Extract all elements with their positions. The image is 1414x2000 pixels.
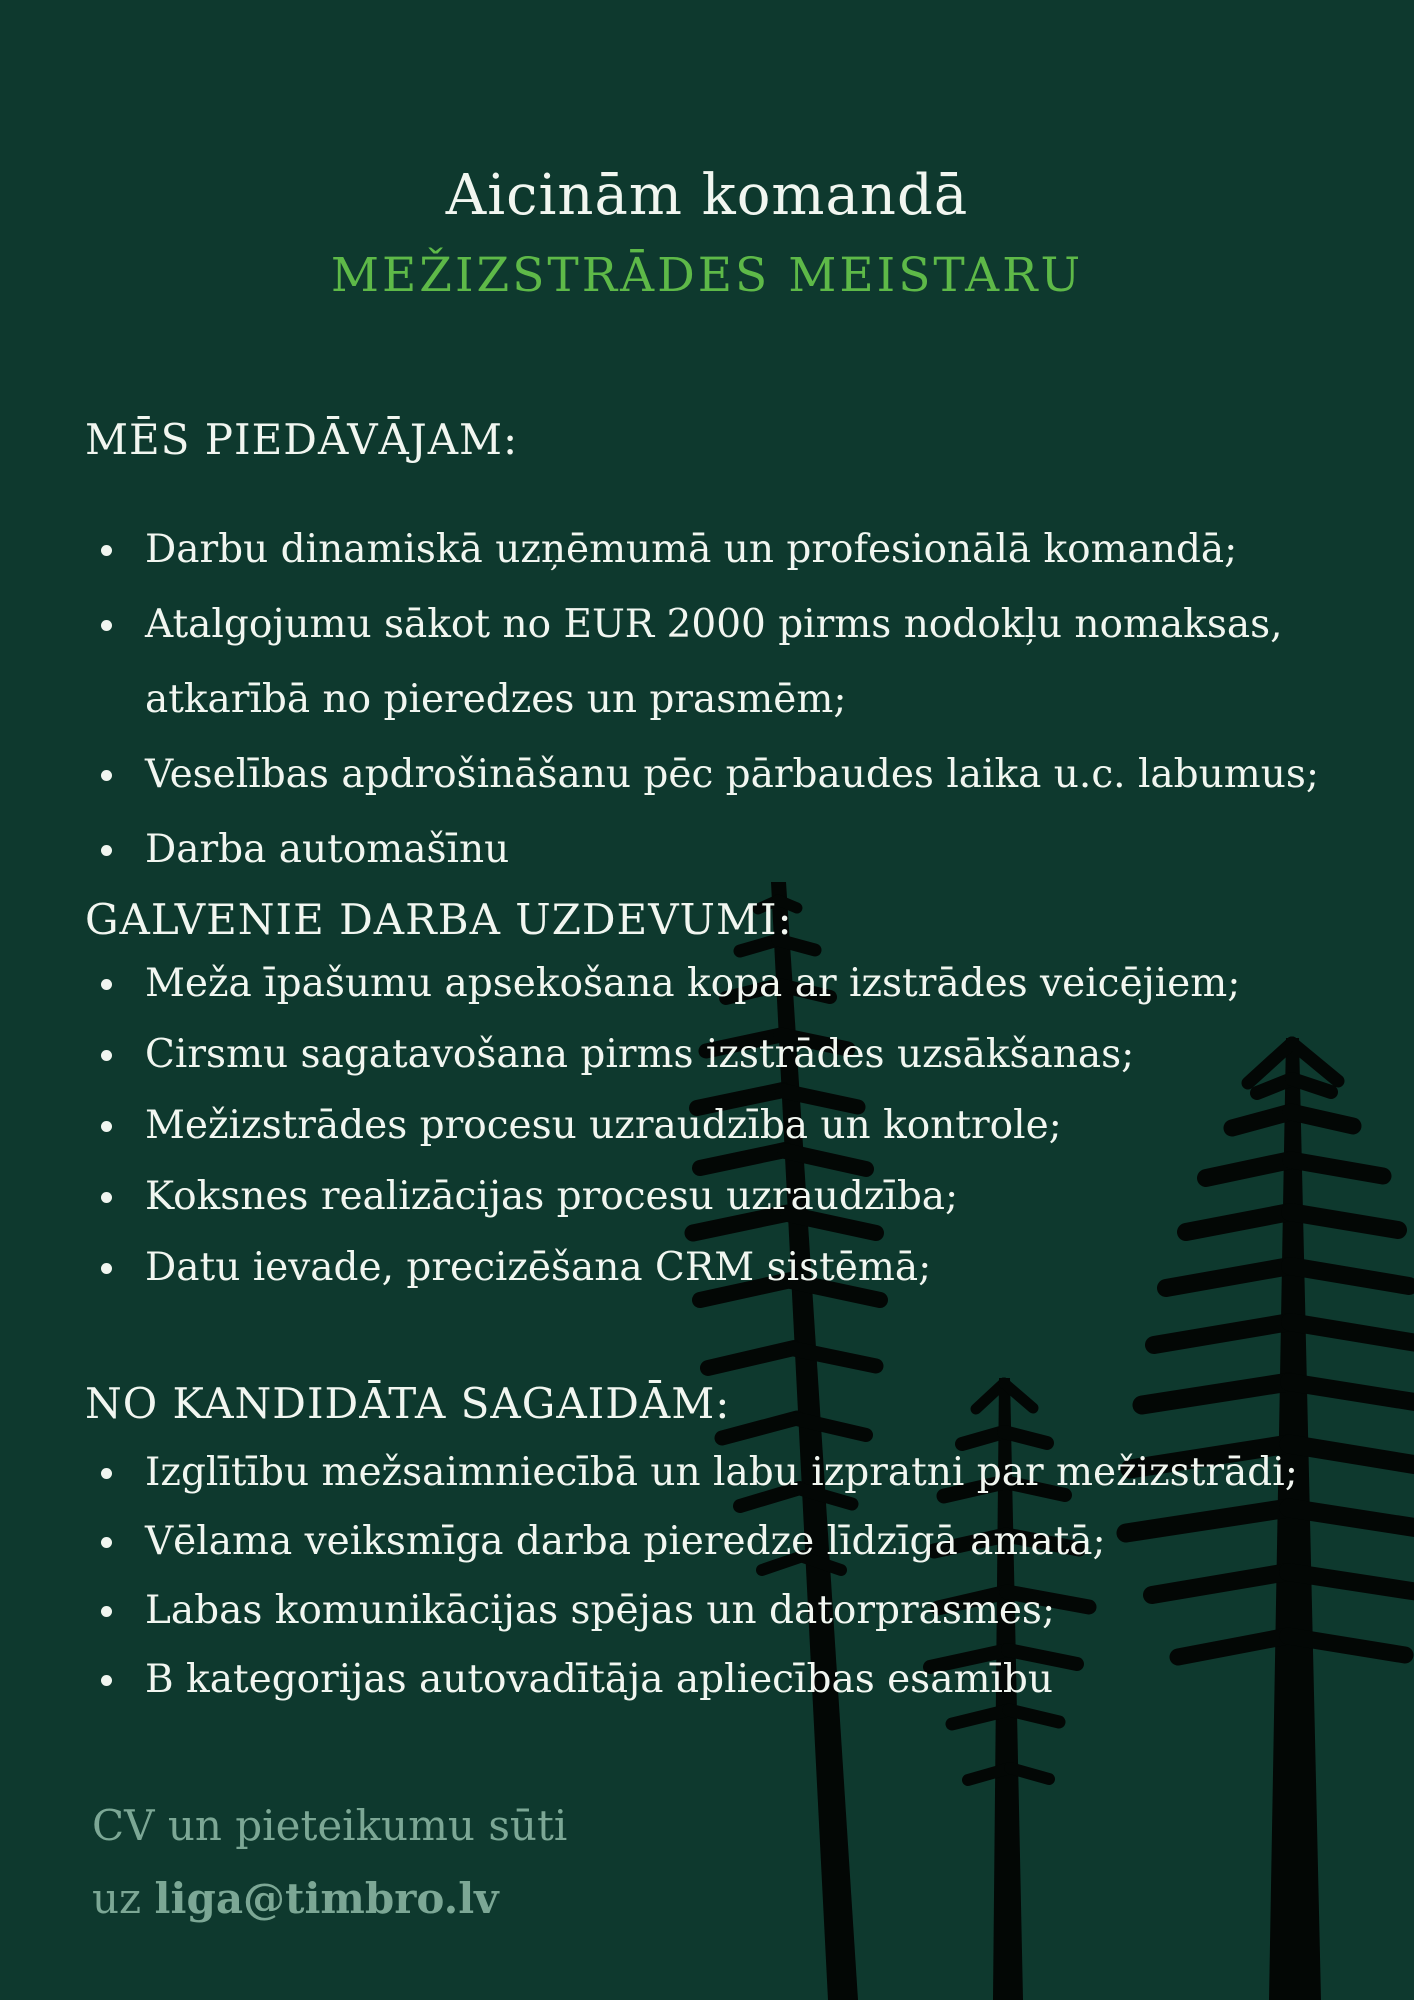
- bullet-dot: [101, 1606, 112, 1617]
- list-item: [145, 1019, 1392, 1090]
- poster-title: Aicinām komandā: [445, 163, 969, 228]
- bullet-dot: [101, 545, 112, 556]
- list-item: [145, 1576, 1392, 1645]
- main-duties-list: [85, 948, 1392, 1303]
- list-item-text: B kategorijas autovadītāja apliecības esamību: [145, 1657, 1053, 1702]
- list-item-text: Atalgojumu sākot no EUR 2000 pirms nodokļu nomaksas, atkarībā no pieredzes un prasmēm;: [145, 602, 1283, 722]
- bullet-dot: [101, 845, 112, 856]
- masthead: [0, 163, 1414, 303]
- list-item-text: Meža īpašumu apsekošana kopa ar izstrādes veicējiem;: [145, 961, 1241, 1006]
- list-item: [145, 812, 1392, 887]
- bullet-dot: [101, 1121, 112, 1132]
- list-item: [145, 948, 1392, 1019]
- poster-subtitle: MEŽIZSTRĀDES MEISTARU: [330, 248, 1084, 303]
- bullet-dot: [101, 1675, 112, 1686]
- list-item: [145, 1161, 1392, 1232]
- list-item: [145, 1232, 1392, 1303]
- list-item: [145, 737, 1392, 812]
- section-main-duties: [85, 894, 1392, 1303]
- list-item: [145, 587, 1392, 737]
- list-item: [145, 1645, 1392, 1714]
- list-item-text: Datu ievade, precizēšana CRM sistēmā;: [145, 1245, 932, 1290]
- list-item-text: Vēlama veiksmīga darba pieredze līdzīgā amatā;: [145, 1519, 1106, 1564]
- bullet-dot: [101, 620, 112, 631]
- bullet-dot: [101, 1263, 112, 1274]
- contact-instruction: CV un pieteikumu sūti: [92, 1801, 568, 1850]
- bullet-dot: [101, 770, 112, 781]
- bullet-dot: [101, 1468, 112, 1479]
- bullet-dot: [101, 1537, 112, 1548]
- bullet-dot: [101, 979, 112, 990]
- section-heading-candidate-expectations: NO KANDIDĀTA SAGAIDĀM:: [85, 1379, 731, 1428]
- section-heading-we-offer: MĒS PIEDĀVĀJAM:: [85, 415, 519, 464]
- candidate-expectations-list: [85, 1438, 1392, 1714]
- contact-prefix: uz: [92, 1874, 142, 1923]
- section-heading-main-duties: GALVENIE DARBA UZDEVUMI:: [85, 895, 793, 944]
- we-offer-list: [85, 512, 1392, 887]
- list-item-text: Koksnes realizācijas procesu uzraudzība;: [145, 1174, 959, 1219]
- list-item-text: Darba automašīnu: [145, 827, 510, 872]
- list-item: [145, 1438, 1392, 1507]
- contact-block: [92, 1798, 567, 1926]
- bullet-dot: [101, 1050, 112, 1061]
- contact-email: liga@timbro.lv: [154, 1874, 499, 1923]
- list-item-text: Cirsmu sagatavošana pirms izstrādes uzsākšanas;: [145, 1032, 1135, 1077]
- list-item-text: Veselības apdrošināšanu pēc pārbaudes laika u.c. labumus;: [145, 752, 1320, 797]
- list-item-text: Izglītību mežsaimniecībā un labu izpratni par mežizstrādi;: [145, 1450, 1298, 1495]
- section-candidate-expectations: [85, 1378, 1392, 1714]
- section-we-offer: [85, 414, 1392, 887]
- list-item-text: Labas komunikācijas spējas un datorprasmes;: [145, 1588, 1056, 1633]
- bullet-dot: [101, 1192, 112, 1203]
- list-item: [145, 512, 1392, 587]
- list-item: [145, 1090, 1392, 1161]
- list-item-text: Mežizstrādes procesu uzraudzība un kontrole;: [145, 1103, 1062, 1148]
- list-item-text: Darbu dinamiskā uzņēmumā un profesionālā komandā;: [145, 527, 1238, 572]
- list-item: [145, 1507, 1392, 1576]
- contact-email-line: [92, 1871, 567, 1926]
